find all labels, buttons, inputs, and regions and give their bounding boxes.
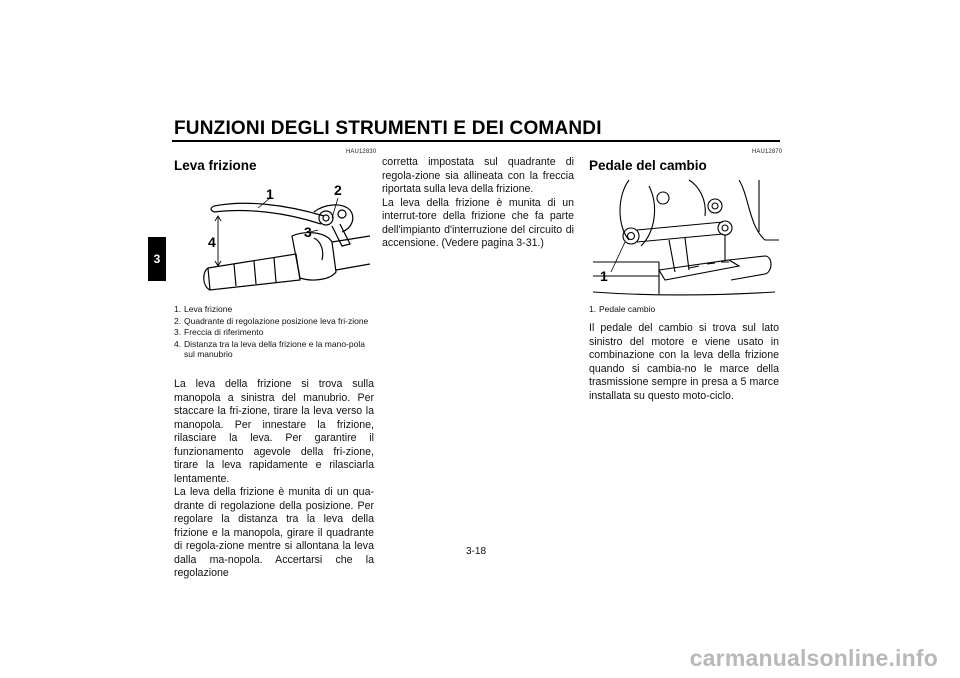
watermark: carmanualsonline.info xyxy=(689,645,938,671)
section-heading-clutch-lever: Leva frizione xyxy=(174,158,257,173)
figure-callout-3: 3 xyxy=(304,224,312,240)
shift-pedal-body-text: Il pedale del cambio si trova sul lato sinistro del motore e viene usato in combinazione con la leva della frizione quando si cambia-no le marce della trasmissione sempre in presa a 5 marce installata su questo moto-ciclo. xyxy=(589,322,779,402)
clutch-figure-captions xyxy=(174,304,374,361)
clutch-lever-illustration xyxy=(174,180,374,296)
caption-item: 1. Leva frizione xyxy=(174,304,233,314)
page-title: FUNZIONI DEGLI STRUMENTI E DEI COMANDI xyxy=(174,118,602,139)
shift-figure-captions xyxy=(589,304,779,316)
title-divider xyxy=(172,140,780,142)
section-code: HAU12870 xyxy=(752,149,783,155)
shift-pedal-figure xyxy=(589,176,779,296)
caption-item: 1. Pedale cambio xyxy=(589,304,656,314)
caption-item: 4. Distanza tra la leva della frizione e la mano-pola sul manubrio xyxy=(174,338,365,359)
chapter-tab: 3 xyxy=(148,237,166,281)
section-code: HAU12830 xyxy=(346,149,377,155)
figure-callout-4: 4 xyxy=(208,234,216,250)
page-number: 3-18 xyxy=(466,546,487,557)
caption-item: 3. Freccia di riferimento xyxy=(174,327,264,337)
caption-item: 2. Quadrante di regolazione posizione leva fri-zione xyxy=(174,315,369,326)
shift-pedal-illustration xyxy=(589,176,779,296)
section-heading-shift-pedal: Pedale del cambio xyxy=(589,158,707,173)
figure-callout-1: 1 xyxy=(600,268,608,284)
figure-callout-2: 2 xyxy=(334,182,342,198)
clutch-lever-body-continued: corretta impostata sul quadrante di regola-zione sia allineata con la freccia riportata sulla leva della frizione. La leva della frizione è munita di un interrut-tore della frizione che fa parte dell'impianto d'interruzione del circuito di accensione. (Vedere pagina 3-31.) xyxy=(382,156,574,249)
clutch-lever-body-text: La leva della frizione si trova sulla manopola a sinistra del manubrio. Per staccare la fri-zione, tirare la leva verso la manopola. Per innestare la frizione, rilasciare la leva. Per garantire il funzionamento agevole della fri-zione, tirare la leva rapidamente e rilasciarla lentamente. La leva della frizione è munita di un qua-drante di regolazione della posizione. Per regolare la distanza tra la leva della frizione e la manopola, girare il quadrante di regola-zione mentre si allontana la leva dalla ma-nopola. Accertarsi che la regolazione xyxy=(174,378,374,579)
figure-callout-1: 1 xyxy=(266,186,274,202)
clutch-lever-figure xyxy=(174,180,374,296)
